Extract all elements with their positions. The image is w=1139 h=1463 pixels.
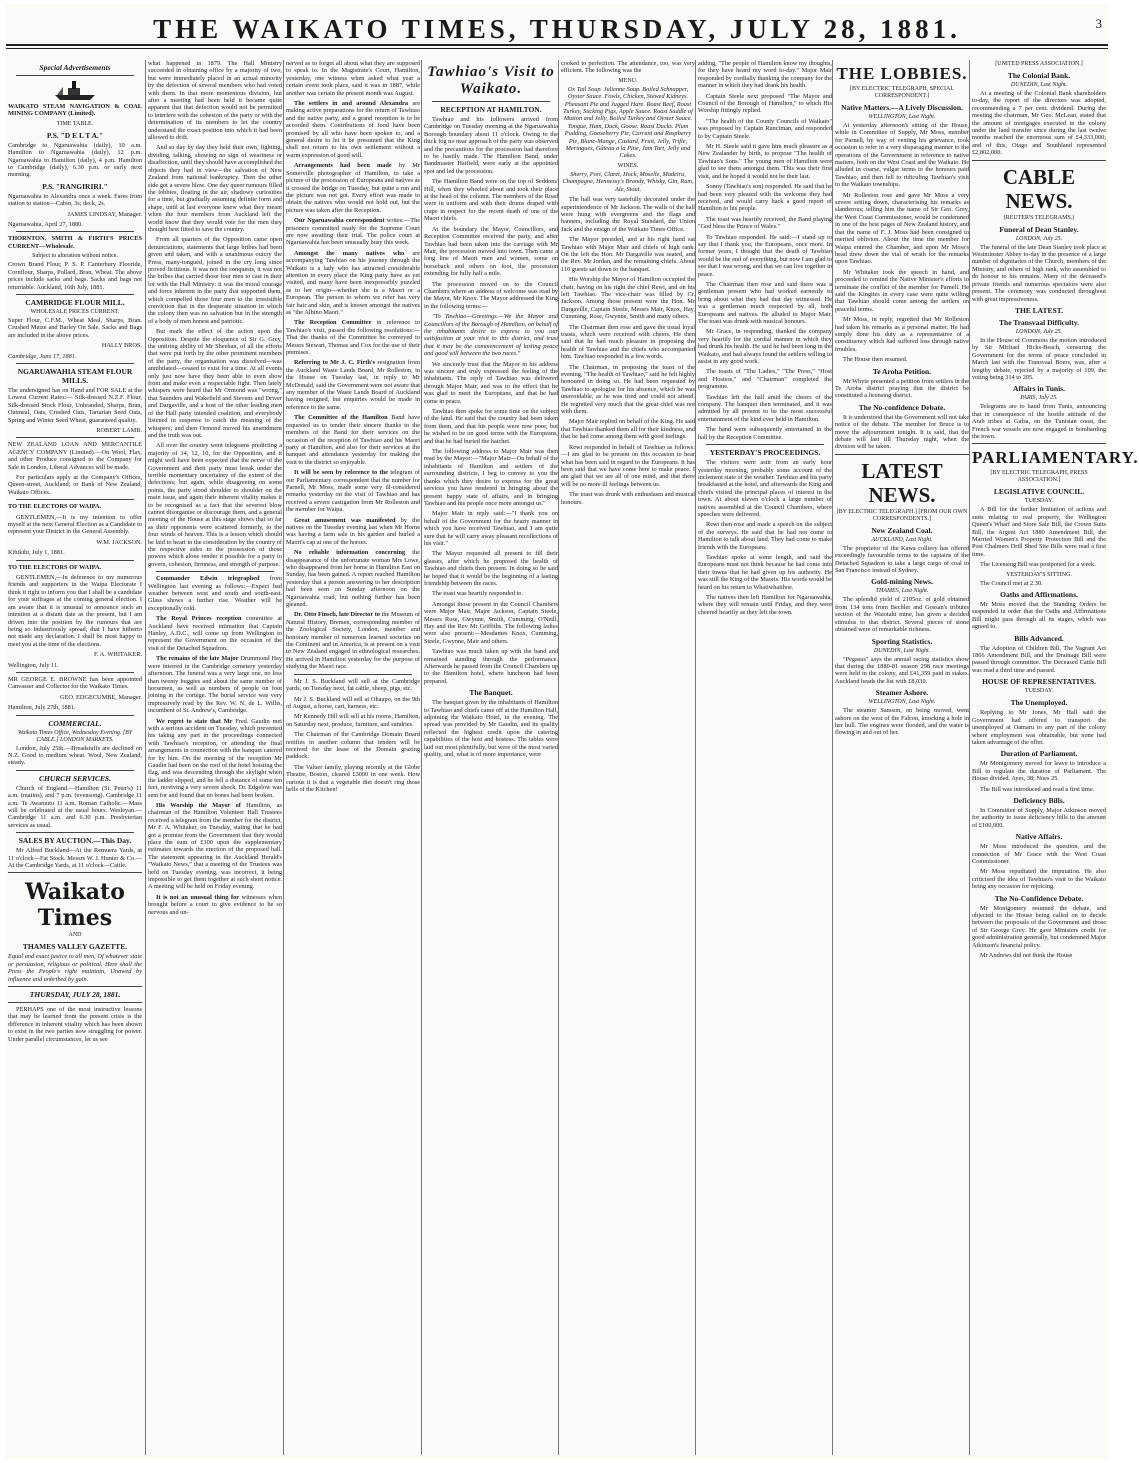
divider (8, 872, 142, 873)
article-subheading: Native Affairs. (1015, 832, 1063, 842)
article-subheading: The Transvaal Difficulty. (999, 317, 1079, 327)
divider (16, 75, 134, 76)
item-text: Mr Kennedy Hill will sell at his rooms, Hamilton, on Saturday next, produce, furniture, and sundries. (286, 713, 420, 728)
article-subheading: Affairs in Tunis. (1013, 384, 1065, 394)
item-heading: The settlers in and around Alexandra (294, 100, 409, 108)
ad-place: Ngaruawahia, April 27, 1880. (8, 221, 83, 229)
item-heading: The Royal Princes reception (156, 615, 242, 623)
ad-subheading: Subject to alteration without notice. (32, 253, 118, 260)
paper-motto: Equal and exact justice to all men, Of whatever state or persuasion, religious or political. Here shall the Press the People's right maintain, Unawed by influence and unbribed by gain. (8, 953, 142, 983)
article-text: In the House of Commons the motion introduced by Sir Michael Hicks-Beach, censuring the Government for the terms of peace concluded in March last with the Transvaal Boers, was, after a lengthy debate, rejected by a majority of 109, the voting being 314 to 205. (972, 336, 1106, 381)
ad-text: GENTLEMEN,—It is my intention to offer myself at the next General Election as a Candidate to represent your District in the General Assembly. (8, 513, 142, 536)
section-subheading: [BY ELECTRIC TELEGRAPH, SPECIAL CORRESPONDENT.] (849, 86, 954, 99)
ad-place: Hamilton, July 27th, 1881. (8, 704, 76, 712)
article-text: Mr Alfred Buckland—At the Remuera Yards, at 11 o'clock—Fat Stock. Messrs W. J. Hunter & Co.—At the Cambridge Yards, at 11 o'clock—Cattle. (8, 847, 142, 870)
ad-subheading: WHOLESALE PRICES CURRENT. (30, 308, 120, 315)
article-text: Mr Moss repudiated the imputation. He also criticised the idea of Tawhiao's visit to the Waikato being any occasion for rejoicing. (972, 868, 1106, 891)
divider (706, 444, 824, 445)
divider (16, 770, 134, 771)
article-subheading: Steamer Ashore. (875, 688, 929, 698)
divider (16, 363, 134, 364)
divider (16, 672, 134, 673)
article-text: Mr Whyte presented a petition from settlers in the Te Aroha district praying that the district be constituted a licensing district. (835, 377, 969, 400)
article-text: Rewi responded in behalf of Tawhiao as follows:—I am glad to be present on this occasion to hear what has been said in regard to the Europeans. It has been said that we have come here to make peace. I am glad that we are all of one mind, and that there will be no more ill feelings between us. (561, 443, 695, 488)
article-text: To Tawhiao responded. He said:—I stand up to say that I thank you, the Europeans, once more. In former years, I thought that the death of Tawhiao would be the end of everything, but now I am glad to see that I was wrong, and that we can live together in peace. (698, 233, 832, 278)
item-heading: The Reception Committee (294, 319, 372, 327)
article-text: "The health of the County Councils of Waikato" was proposed by Captain Runciman, and responded to by Captain Steele. (698, 117, 832, 140)
divider (16, 832, 134, 833)
item-text: by the natives on the Tuesday evening last when Mr Horne was having a farm sale in his garden and hurled a Maori's cap at one of the horses. (286, 516, 420, 546)
column-rule (283, 60, 284, 1455)
article-text: Sonny (Tawhiao's son) responded. He said that he had been very pleased with the welcome they had received, and would carry back a good report of Hamilton to his people. (698, 183, 832, 213)
item-text: Fred. Gaudin met with a serious accident on Tuesday, which prevented his taking any part in the proceedings connected with Tawhiao's reception, or attending the final arrangements in connection with the banquet catered for by him. On the morning of the reception Mr Gaudin had been on the roof of the hotel hoisting the flag, and was descending through the skylight when the ladder slipped, and he fell a distance of some ten feet, receiving a very severe shock. Dr. Edgelow was sent for and found that no bones had been broken. (148, 717, 283, 799)
ad-signature: JAMES LINDSAY, Manager. (67, 210, 142, 218)
item-text: from Wellington last evening as follows:—Expect bad weather between west and south and south-east. Glass shows a further rise. Weather will be exceptionally cold. (148, 575, 282, 612)
column-rule (558, 60, 559, 1455)
article-text: Mr Andrews did not think the House (980, 952, 1073, 960)
article-text: Mr Moss moved that the Standing Orders be suspended in order that the Oaths and Affirmations Bill might pass through all its stages, which was agreed to. (972, 601, 1106, 631)
ad-subheading: TIME TABLE. (56, 120, 94, 127)
article-text: Church of England.—Hamilton (St. Peter's) 11 a.m. (matins), and 7 p.m. (evensong). Cambridge 11 a.m. Te Awamutu 11 a.m. Roman Catholic.—Mass will be celebrated at the usual hours. Wesleyan.—Cambridge 11 a.m. and 6.30 p.m. Presbyterian services as usual. (8, 784, 142, 829)
column-rule (421, 60, 422, 1455)
column-1 (8, 60, 142, 1455)
masthead-title: THE WAIKATO TIMES, THURSDAY, JULY 28, 1881. (153, 13, 961, 44)
section-heading: COMMERCIAL. (48, 718, 102, 728)
article-subheading: Sporting Statistics. (871, 636, 933, 646)
article-text: It is understood that the Government will not take notice of the debate. The member for Bruce is to move the adjournment tonight. It is said, that the debate will last till Thursday night, when the division will be taken. (835, 413, 969, 451)
item-heading: It will be seen by reference to the (294, 469, 388, 477)
article-subheading: RECEPTION AT HAMILTON. (440, 105, 542, 114)
article-text: Mr Montgomery resumed the debate, and objected to the House being called on to decide between the proposals of the Government and those of Sir George Grey. He gave Ministers credit for good administration generally, but condemned Major Atkinson's financial policy. (972, 904, 1106, 949)
divider (972, 443, 1106, 444)
section-banner: PARLIAMENTARY. (972, 448, 1139, 468)
paper-gazette: THAMES VALLEY GAZETTE. (22, 942, 128, 952)
ad-place: Cambridge, June 17, 1881. (8, 352, 77, 360)
article-subheading: Funeral of Dean Stanley. (999, 224, 1079, 234)
divider (8, 1002, 142, 1003)
article-subheading: Bills Advanced. (1014, 633, 1064, 643)
editorial-text: But mark the effect of the action upon the Opposition. Despite the eloquence of Sir G. Grey, the untiring ability of Mr Sheehan, of all the efforts that were put forth by the other prominent members of the party, the organisation was dissolved—was annihilated—ceased to exist for a time. At all events only just now have they been able to even show front and make even a respectable fight. Then lately whispers were heard that Mr Ormond was "wrong," that Saunders and Wakefield and Stevens and Driver and Dargaville, and a host of the other leading men of the Hall party intended coalition, and everybody listened in suspense to catch the meaning of the whispers; and then Ormond moved his amendment and the truth was out. (148, 328, 282, 439)
article-text: The funeral of the late Dean Stanley took place at Westminster Abbey to-day in the presence of a large number of dignitaries of the Church, members of the Ministry, and others of high rank, who assembled to do honour to his remains. Many of the deceased's private friends and numerous spectators were also present. The ceremony was conducted throughout with great impressiveness. (972, 243, 1106, 303)
article-text: The splendid yield of 2105oz. of gold obtained from 134 tons from Bechler and Gossan's tributes section of the Waiotahi mine, has given a decided stimulus to that district. Several pieces of stone obtained were of remarkable richness. (835, 596, 969, 634)
section-heading: THE LATEST. (1014, 305, 1064, 315)
editorial-text: what happened in 1879. The Hall Ministry succeeded in obtaining office by a majority of two, but were immediately placed in an actual minority by the defection of several members who had voted with them. In that more momentous division, but after a meeting had been held it became quite apparent that that defection would not be permitted to interfere with the cohesion of the party or with the determination of its members to let the country understand the exact position into which it had been allowed to drift. (148, 60, 282, 142)
article-subheading: The No-Confidence Debate. (994, 893, 1084, 903)
article-text: At yesterday afternoon's sitting of the House, while in Committee of Supply, Mr Moss, member for Parnell, by way of venting his grievance, took occasion to refer in a very disparaging manner to the operations of the Government in reference to native matters, both on the West Coast and the Waikato. He alluded in coarse, vulgar terms to the honours paid Tawhiao, and then fell to ridiculing Tawhiao's visit to the Waikato townships. (835, 122, 969, 189)
column-8 (972, 60, 1139, 1455)
menu-text: Ox Tail Soup. Julienne Soup. Boiled Schnapper, Oyster Sauce. Fowls, Chicken, Stewed Kidneys. Pheasant Pie and Jugged Hare. Roast Beef, Roast Turkey, Sucking Pigs, Apple Sauce. Roast Saddle of Mutton and Jelly, Boiled Turkey and Oyster Sauce. Tongue, Ham, Duck, Goose. Roast Ducks. Plum Pudding, Gooseberry Pie, Currant and Raspberry Pie, Blanc-Mange, Custard, Fruit, Jelly, Trifle, Meringues, Gâteau a la Pine, Jam Tart, Jelly and Cakes. (563, 85, 693, 160)
item-text: the disappearance of the unfortunate woman Mrs Lowe, who disappeared from her home in Hamilton East on Sunday, has been gained. A report reached Hamilton yesterday that a person answering to her description had been seen on Sunday afternoon on the Ngaruawahia road, but nothing further has been gleaned. (286, 549, 420, 609)
wines-text: Sherry, Port, Claret, Hock, Moselle, Madeira, Champagne, Hennessy's Brandy, Whisky, Gin, Rum, Ale, Stout. (562, 170, 694, 193)
item-heading: It is not an unusual thing for (156, 893, 240, 901)
ad-text: Ngaruawahia to Alexandra once a week. Fares from station to station—Cabin, 3s; deck, 2s. (8, 192, 142, 208)
article-text: "To Tawhiao—Greetings.—We the Mayor and Councillors of the Borough of Hamilton, on behalf of the inhabitants desire to express to you our satisfaction at your visit to this district, and trust that it may be the commencement of lasting peace and good will between the two races." (424, 313, 558, 358)
ad-heading: THORNTON, SMITH & FIRTH'S PRICES CURRENT—Wholesale. (8, 235, 142, 250)
article-text: The Chairman, in proposing the toast of the evening, "The health of Tawhiao," said he felt highly honoured in doing so. He had been requested by Tawhiao to apologise for his absence, which he was unavoidable, as he was tired and could not attend. He regretted very much that the great chief was not with them. (561, 363, 695, 416)
article-text: London, July 25th.—Breadstuffs are declined on N.Z. Good to medium wheat. Wool, New Zealand, steady. (8, 744, 142, 767)
article-place: WELLINGTON, Last Night. (868, 114, 936, 120)
item-text: The Valuer family, playing recently at the Globe Theatre, Boston, cleared £3000 in one week. How curious it is that a vegetable diet doesn't ring those bells of the Kitchen! (286, 763, 420, 793)
column-3 (286, 60, 420, 1455)
article-text: Mr Grace, in responding, thanked the company very heartily for the cordial manner in which they had drunk his health. He said he had been long in the Waikato, and had always found the settlers willing to assist in any good work. (698, 328, 832, 366)
item-heading: Great amusement was manifested (294, 516, 396, 524)
column-5 (561, 60, 695, 1455)
ad-text: Crown Brand Flour, P. S. P. Canterbury Flooride, Cornflour, Sharps, Pollard, Bran, Wheat. The above prices include sacks and bags. Sacks and bags not returnable. Auckland, 16th July, 1881. (8, 261, 142, 291)
item-heading: No reliable information concerning (294, 549, 406, 557)
article-text: Replying to Mr Jones, Mr Hall said the Government had offered to transport the unemployed at Oamaru to any part of the colony where employment was obtainable, but none had taken advantage of the offer. (972, 709, 1106, 746)
item-text: are accompanying Tawhiao on his journey through the Waikato is a lady who has attracted considerable attention in every place the King party have as yet visited, and many have been inexpressibly puzzled as to her origin—whether she is a Maori or a European. The person to whom we refer has very fair hair and skin, and is known amongst the natives as "the Albino Maori." (286, 249, 421, 316)
article-place: DUNEDIN, Last Night. (1010, 82, 1068, 88)
article-subheading: Duration of Parliament. (1000, 749, 1078, 759)
ad-heading: CAMBRIDGE FLOUR MILL. (25, 297, 125, 307)
divider (16, 294, 134, 295)
item-text: The Chairman of the Cambridge Domain Board notifies in another column that tenders will be received for the lease of the Domain grazing paddock. (286, 731, 420, 761)
ad-signature: GEO. EDGECUMBE, Manager. (59, 693, 142, 701)
ad-text: Super Flour, C.F.M., Wheat Meal, Sharps, Bran. Crushed Maize and Barley On Sale. Sacks and Bags are included in the above prices. (8, 316, 142, 339)
divider (16, 560, 134, 561)
ad-signature: HALLY BROS. (101, 342, 142, 350)
article-text: His Worship the Mayor of Hamilton occupied the chair, having on his right the chief Rewi, and on his left Tawhiao. The vice-chair was filled by Cr. Jackson. Among those present were the Hon. Mr Dargaville, Captain Steele, Messrs Mair, Knox, Hay, Cumming, Rose, Gwynne, Smith and many others. (561, 276, 695, 321)
masthead (6, 4, 1108, 54)
paper-and: AND (68, 932, 82, 939)
article-text: The banquet given by the inhabitants of Hamilton to Tawhiao and chiefs came off at the Hamilton Hall, adjoining the Waikato Hotel, in the evening. The spread was provided by Mr Gaudin, and its quality reflected the highest credit upon the catering capabilities of the host and hostess. The tables were laid out most plentifully, but were of the most varied quality, and, what is of more importance, were (424, 699, 558, 759)
article-text: At a meeting of the Colonial Bank shareholders to-day, the report of the directors was adopted, recommending a 7 per cent. dividend. During the meeting the chairman, Mr Geo. McLean, stated that the amount of mortgages executed in the colony under the land transfer since during the last twelve months reached the enormous sum of £4,333,000; and of this, Otago and Southland represented £2,802,000. (972, 90, 1106, 157)
article-text: Tawhiao was much taken up with the band and remained standing through the performance. Afterwards he passed from the Council Chambers up to the Hamilton hotel, where luncheon had been prepared. (424, 648, 558, 685)
article-text: Mr Rolleston rose and gave Mr Moss a very severe setting down, characterising his remarks as slanderous; telling him the name of Sir Geo. Grey, the West Coast Commissioner, would be condemned in one of the best pages of New Zealand history, and that the name of F. J. Moss had been consigned to merited oblivion. About the time the member for Waipa entered the Chamber, and upon Mr Moss's head drew down the vial of wrath for the remarks upon Tawhiao. (835, 191, 969, 266)
masthead-rule-thin (6, 48, 1108, 49)
section-day: TUESDAY. (1024, 498, 1054, 505)
article-text: The steamer Samson, on being moved, went ashore on the west of the Falcon, knocking a hole in her hull. The engines were flooded, and the water is flowing in and out of her. (835, 707, 969, 737)
article-text: Tawhiao and his followers arrived from Cambridge on Tuesday morning at the Ngaruawahia Borough boundary about 11 o'clock. Owing to the thick fog no near approach of the party was observed and the precautions for the procession had therefore to be hastily made. The Hamilton Band, under Bandmaster Hatfield, were early at the appointed spot and led the procession. (424, 116, 558, 175)
section-heading: Special Advertisements (39, 63, 111, 72)
article-text: The Adoption of Children Bill, The Vagrant Act 1866 Amendment Bill, and the Drainage Bill were passed through committee. The Deceased Cattle Bill was read a third time and passed. (972, 644, 1106, 674)
column-rule (832, 60, 833, 1455)
article-subheading: The Colonial Bank. (1007, 71, 1071, 80)
article-subheading: Deficiency Bills. (1013, 795, 1065, 805)
article-place: LONDON, July 25. (1015, 235, 1063, 242)
editorial-text: PERHAPS one of the most instructive lessons that may be learned from the present crisis is the difference in inherent vitality which has been shown to exist in the two parties now struggling for power. Under parallel circumstances, let us see (8, 1006, 142, 1043)
item-text: committee at Auckland have received intimation that Captain Hanley, A.D.C., will come up from Wellington to represent the Government on the occasion of the visit of the Detached Squadron. (148, 615, 283, 652)
divider (16, 499, 134, 500)
item-heading: Our Ngaruawahia correspondent (294, 217, 385, 225)
ad-steam-company: WAIKATO STEAM NAVIGATION & COAL MINING COMPANY (Limited). (8, 103, 142, 118)
item-heading: Referring to Mr J. C. Firth's (294, 359, 376, 367)
article-text: Mr Moss introduced the question, and the connection of Mr Grace with the West Coast Commissioner. (972, 843, 1106, 865)
article-text: In Committee of Supply, Major Atkinson moved for authority to issue deficiency bills to the amount of £100,000. (972, 806, 1106, 829)
article-text: Tawhiao then spoke for some time on the subject of the land. He said that the country had been taken from them, and that his people were now poor, but he wished to be on good terms with the Europeans, and that he had buried the hatchet. (424, 408, 558, 445)
article-text: cooked to perfection. The attendance, too, was very efficient. The following was the (561, 60, 695, 75)
article-text: Telegrams are to hand from Tunis, announcing that in consequence of the hostile attitude of the Arab tribes at Gafsa, on the Tunisian coast, the French war vessels are now engaged in bombarding the town. (972, 403, 1106, 440)
item-text: are making active preparations for the return of Tawhiao and the native party, and a grand reception is to be accorded them. Contributions of food have been promised by all who have been spoken to, and a general desire to let it be presumed that the King shall not return to his own settlement without a warm expression of good will. (286, 100, 420, 159)
page-number: 3 (1095, 16, 1102, 31)
item-heading: His Worship the Mayor of (156, 802, 241, 809)
section-day: TUESDAY. (1024, 688, 1054, 695)
article-subheading: YESTERDAY'S PROCEEDINGS. (709, 448, 821, 458)
column-2 (148, 60, 282, 1455)
divider (8, 986, 142, 987)
article-subheading: Native Matters.—A Lively Discussion. (841, 103, 963, 112)
item-text: by Mr Somerville photographer of Hamilton, to take a picture of the procession of Europeans and natives as it crossed the bridge on Tuesday, but quite a run and the picture was not got. Every effort was made to obtain the natives who would not hold out, but the picture was taken after the Reception. (286, 162, 420, 214)
item-text: in reference to Tawhiao's visit, passed the following resolutions:—That the thanks of the Committee be conveyed to Messrs Stewart, Thomas and Cox for the use of their premises. (286, 319, 421, 357)
article-subheading: Gold-mining News. (871, 577, 933, 587)
section-subheading: Waikato Times Office, Wednesday Evening. [BY CABLE.] LONDON MARKETS. (17, 729, 133, 743)
ad-signature: W.M. JACKSON. (96, 538, 142, 546)
column-rule (695, 60, 696, 1455)
column-7 (835, 60, 969, 1455)
item-text: Mr J. S. Buckland will sell at the Cambridge yards, on Tuesday next, fat cattle, sheep, pigs, etc. (286, 677, 420, 693)
item-text: the Museum of Natural History, Bremen, corresponding member of the Zoological Society, London, member and honorary member of numerous learned societies on the Continent and in America, is at present on a visit to New Zealand engaged in ethnological researches. He arrived in Hamilton yesterday for the purpose of studying the Maori race. (286, 611, 420, 671)
divider (432, 101, 550, 102)
item-text: nerved as to forget all about what they are supposed to speak to. In the Magistrate's Court, Hamilton, yesterday, one witness when asked what year a certain event took place, said it was in 1887, while another was certain the present month was August. (286, 60, 420, 97)
article-place: DUNEDIN, Last Night. (873, 647, 931, 654)
article-text: Tawhiao left the hall amid the cheers of the company. The banquet then terminated, and it was admitted by all present to be the most successful entertainment of the kind ever held in Hamilton. (698, 393, 832, 423)
section-heading: LEGISLATIVE COUNCIL. (993, 487, 1085, 497)
editorial-text: From all quarters of the Opposition came open denunciations, statements that large bribes had been given and taken, and with a unanimous outcry the Press, many-tongued, joined in the cry long since proved fictitious. It was not the conquests, it was not the bribes that carried those four men to cast in their lot with the Hall Ministry: it was the moral courage and force inherent in the party that supported them, which compelled those four men to the irresistible conviction that in the desperate situation in which the colony then was no salvation but in the strength of a body of men honest and patriotic. (148, 236, 282, 325)
article-text: The Bill was introduced and read a first time. (980, 785, 1095, 793)
article-text: The Hamilton Band were on the top of Seddons' Hill, when they wheeled about and took their place at the head of the column. The members of the Road were in uniform and with their drums draped with crape in respect for the recent death of one of the Maori chiefs. (424, 178, 558, 223)
article-text: The House then resumed. (843, 356, 908, 364)
article-text: "Pegasus" says the annual racing statistics show that during the 1880-81 season 298 race meetings were held in the colony, and £41,359 paid in stakes. Auckland heads the list with £8,030. (835, 655, 969, 685)
ad-text: MR GEORGE E. BROWNE has been appointed Canvasser and Collector for the Waikato Times. (8, 675, 142, 691)
article-text: Mr H. Steele said it gave him much pleasure as a New Zealander by birth, to propose "The health of Tawhiao's Sons." The young men of Hamilton were glad to see them amongst them. This was their first visit, and he hoped it would not be their last. (698, 143, 832, 180)
ad-heading: P.S. "D E L T A." (46, 130, 104, 140)
article-text: The Mayor presided, and at his right hand sat Tawhiao with Major Mair and chiefs of high rank. On the left the Hon. Mr Dargaville was seated, and the Rev. Mr Jordan, and the remaining chiefs. About 110 guests sat down to the banquet. (561, 236, 695, 273)
article-text: The hall was very tastefully decorated under the superintendence of Mr Jackson. The walls of the hall were hung with evergreens and the flags and banners, including the Royal Standard, the Union Jack and the ensign of the Waikato Times Office. (561, 196, 695, 233)
divider (16, 715, 134, 716)
ad-heading: P.S. "RANGIRIRI." (42, 181, 108, 191)
column-rule (969, 60, 970, 1455)
article-place: LONDON, July 25. (1015, 328, 1063, 335)
item-heading: Arrangements had been made (294, 162, 392, 170)
column-4 (424, 60, 558, 1455)
section-heading: HOUSE OF REPRESENTATIVES. (982, 677, 1096, 687)
section-heading: CHURCH SERVICES. (39, 773, 111, 783)
article-text: The visitors were astir from an early hour yesterday morning, probably some account of the inclement state of the weather. Tawhiao and his party breakfasted at the hotel, and afterwards the King and chiefs visited the principal places of interest in the town. At about eleven o'clock a large number of natives assembled at the Council Chambers, where speeches were delivered. (698, 459, 832, 518)
masthead-rule (6, 44, 1108, 46)
article-text: The toasts of "The Ladies," "The Press," "Host and Hostess," and "Chairman" completed the programme. (698, 368, 832, 391)
article-subheading: Te Aroha Petition. (872, 366, 932, 376)
ad-place: Kihikihi, July 1, 1881. (8, 549, 65, 557)
item-heading: Amongst the many natives who (294, 249, 405, 257)
article-text: Mr Whitaker took the speech in hand, and proceeded to remind the Native Minister's efforts to terminate the conflict of the member for Parnell. He said the Kingites in every case were quite willing that Tawhiao should come among the settlers on peaceful terms. (835, 268, 969, 313)
editorial-text: And so day by day they held their own, fighting, dividing, talking, showing no sign of weariness or disaffection, until they should have accomplished the objects they had in view—the salvation of New Zealand from national bankruptcy. Then the other side got a severe blow. One day queer rumours filled the lobbies, floating in the air, shadowy curiosities for a time, but gradually assuming definite form and shape, until at last everyone knew what they meant when the four members from Auckland left the world know that they would vote for the men they thought best fitted to save the country. (148, 144, 283, 233)
article-text: We sincerely trust that the Mayor in his address was sincere and truly expressed the feeling of the inhabitants. The reply of Tawhiao was delivered through Major Mair, and was to the effect that he was glad to meet the Europeans, and that he had come in peace. (424, 360, 558, 405)
ad-text: NEW ZEALAND LOAN AND MERCANTILE AGENCY COMPANY (Limited).—On Wool, Flax, and other Produce consigned to the Company for Sale in London, Liberal Advances will be made. (8, 441, 142, 471)
item-heading: Commander Edwin telegraphed (156, 575, 260, 583)
steamship-icon (53, 79, 97, 101)
column-rule (145, 60, 146, 1455)
article-text: Tawhiao spoke at some length, and said the Europeans must not think because he had come into their towns that he had given up his authority. He was still the King of the Maoris. His words would be heard on his return to Whatiwhatihoe. (698, 553, 832, 591)
ad-text: Cambridge to Ngaruawahia (daily), 10 a.m. Hamilton to Ngaruawahia (daily), 12 p.m. Ngaruawahia to Hamilton (daily), 4 p.m. Hamilton to Cambridge (daily), 6.30 p.m. or early next morning. (8, 141, 142, 179)
section-subheading: [BY ELECTRIC TELEGRAPH, PRESS ASSOCIATION.] (990, 470, 1088, 484)
section-banner: THE LOBBIES. (836, 64, 968, 83)
divider (16, 437, 134, 438)
item-heading: The remains of the late Major (156, 655, 239, 663)
article-text: Mr Montgomery moved for leave to introduce a Bill to regulate the duration of Parliament. The House divided. Ayes, 38; Noes 25. (972, 760, 1106, 783)
article-text: Major Mair in reply said:—"I thank you on behalf of the Government for the hearty manner in which you have received Tawhiao, and I am quite sure that he will carry away pleasant recollections of his visit." (424, 510, 558, 547)
item-text: resignation from the Auckland Waste Lands Board, Mr Rolleston, in the House on Tuesday last, in reply to Mr McDonald, said the Government were not aware that any member of the Waste Lands Board of Auckland having resigned, but enquiries would be made in reference to the same. (286, 359, 421, 411)
item-text: Band have requested us to tender their sincere thanks to the members of the Band for their services on the occasion of the reception of Tawhiao and his Maori party at Hamilton, and also for their services at the banquet and attendance yesterday for making the visit to the district so enjoyable. (286, 414, 420, 466)
article-text: The Chairman then rose and gave the usual loyal toasts, which were received with cheers. He then said that he had much pleasure in proposing the health of Tawhiao and the chiefs who accompanied him. Tawhiao responded in a few words. (561, 323, 695, 361)
article-text: The Mayor requested all present to fill their glasses, after which he proposed the health of Tawhiao and chiefs then present. In doing so he said he hoped that it would be the beginning of a lasting friendship between the races. (424, 550, 558, 587)
divider (16, 231, 134, 232)
article-place: PARIS, July 25. (1020, 395, 1058, 402)
article-headline: Tawhiao's Visit to Waikato. (427, 64, 555, 97)
article-subheading: The Banquet. (469, 688, 513, 698)
editorial-text: All over the country went telegrams predicting a majority of 14, 12, 10, for the Opposition, and it might well have been expected that the nerve of the Government and their party must break under the terrible momentary uncertainty of the extent of the defections; but again, while disagreeing on some points, the party stood shoulder to shoulder on the main issue, and again their inherent vitality makes it to be recognised as a fact that the severest blow cannot disorganise or discourage them, and a general meeting of the House at this stage shows that so far as their opponents were scattered formerly, to the four winds of heaven. This is a lesson which should be laid to heart in the consideration by the country of the respective sides to the possession of those powers which alone render it possible for a party to govern, cohesion, firmness, and strength of purpose. (148, 442, 282, 568)
divider (835, 454, 969, 455)
article-subheading: The No-confidence Debate. (858, 402, 946, 412)
item-text: Drummond Hay were interred in the Cambridge cemetery yesterday afternoon. The funeral was a very large one, no less than twenty buggies and about the same number of horsemen, as well as numbers of people on foot joining in the cortège. The burial service was very impressively read by the Rev. W. N. de L. Willis, incumbent of St. Andrew's, Cambridge. (148, 655, 282, 715)
article-text: At the boundary the Mayor, Councillors, and Reception Committee received the party, and after Tawhiao had been taken into the carriage with Mr Mair, the procession moved into town. Then came a long line of Maori men and women, some on horseback and others on foot, the procession extending for fully half a mile. (424, 225, 558, 278)
article-text: The proprietor of the Kawa colliery has offered exceedingly favourable terms to the captains of the Detached Squadron to take a large cargo of coal to San Francisco instead of Sydney. (835, 544, 969, 575)
article-text: The band were subsequently entertained in the hall by the Reception Committee. (698, 426, 832, 441)
item-text: telegram of our Parliamentary correspondent that the number for Parnell, Mr Moss, made some very ill-considered remarks yesterday on the visit of Tawhiao and has received a severe castigation from Mr Rolleston and the member for Waipa. (286, 469, 420, 514)
ad-text: For particulars apply at the Company's Offices, Queen-street, Auckland; or Bank of New Zealand, Waikato Offices. (8, 474, 142, 496)
section-subheading: (REUTER'S TELEGRAMS.) (1003, 214, 1075, 221)
divider (294, 674, 412, 675)
newspaper-page (6, 4, 1139, 1459)
item-text: witnesses when brought before a court to give evidence to be so nervous and un- (148, 893, 282, 916)
divider (156, 571, 274, 572)
article-place: AUCKLAND, Last Night. (871, 536, 933, 543)
article-text: Mr Moss, in reply, regretted that Mr Rolleston had taken his remarks as a personal matter. He had simply done his duty as a representative of a constituency which had suffered loss through native troubles. (835, 316, 969, 353)
article-text: Amongst those present in the Council Chambers were Major Mair, Major Jackson, Captain Steele, Messrs Rose, Gwynne, Smith, Cumming, O'Neill, Hay and the Rev Mr Griffiths. The following ladies were also present:—Mesdames Knox, Cumming, Steele, Gwynne, Mair and others. (424, 600, 558, 645)
article-subheading: New Zealand Coal. (871, 525, 933, 535)
ad-text: GENTLEMEN,—In deference to my numerous friends and supporters in the Waipa Electorate I think it right to inform you that I shall be a candidate for your suffrages at the coming general election. I am aware that it is unusual to announce such an intention at a distant date as the present, but I am driven into the position by the rumours that are being so industriously spread, that I have hitherto not made any declaration. I shall be most happy to meet you at the time of the elections. (8, 574, 142, 648)
article-text: Major Mair replied on behalf of the King. He said that Tawhiao thanked them all for their kindness, and that he had come among them with good feelings. (561, 418, 695, 441)
article-text: The toast was heartily received, the Band playing "God bless the Prince of Wales." (698, 215, 832, 231)
divider (972, 160, 1106, 161)
ad-text: The undersigned has on Hand and FOR SALE at the Lowest Current Rates:— Silk-dressed N.Z.F. Flour, Silk-dressed Stock Flour, Unbranded, Sharps, Bran, Oatmeal, Oats, Crushed Oats, Tartarian Seed Oats, Spring and Winter Seed Wheat, guaranteed quality. (8, 386, 142, 424)
ad-signature: F. A. WHITAKER. (93, 651, 142, 659)
article-text: The natives then left Hamilton for Ngaruawahia, where they will remain until Friday, and they were cheered heartily as they left the town. (698, 594, 832, 616)
section-subheading: [BY ELECTRIC TELEGRAPH.] [FROM OUR OWN CORRESPONDENTS.] (836, 508, 968, 522)
item-heading: Dr. Otto Finsch, late Director to (294, 611, 380, 619)
article-text: The toast was drunk with enthusiasm and musical honours. (561, 491, 695, 506)
ad-heading: TO THE ELECTORS OF WAIPA. (8, 563, 102, 571)
item-text: Mr J. S. Buckland will sell at Ohaupo, on the 9th of August, a horse, cart, harness, etc. (286, 695, 420, 710)
article-text: A Bill for the further limitation of actions and suits relating to real property, the Wellington Queen's Wharf and Store Sale Bill, the Crown Suits Bill, the Argent Act 1880 Amendment Bill, the Married Women's Property Protection Bill and the Post Chalmers Drill Shed Site Bills were read a first time. (972, 506, 1106, 558)
article-text: Captain Steele next proposed "The Mayor and Council of the Borough of Hamilton," to which His Worship fittingly replied. (698, 92, 832, 115)
article-text: The procession moved on to the Council Chambers where an address of welcome was read by the Mayor, Mr Knox. The Mayor addressed the King in the following terms:— (424, 280, 558, 310)
dateline: THURSDAY, JULY 28, 1881. (29, 990, 121, 1000)
menu-heading: MENU. (618, 77, 638, 84)
item-text: writes:—The prisoners committed ready for the Supreme Court are now awaiting their trial. The police court at Ngaruawahia has been unusually busy this week. (286, 217, 421, 247)
ad-heading: TO THE ELECTORS OF WAIPA. (8, 503, 102, 511)
article-subheading: The Unemployed. (1010, 698, 1068, 708)
item-heading: The Committee of the Hamilton (294, 414, 388, 422)
paper-name: Waikato Times (25, 879, 125, 932)
item-text: Hamilton, as chairman of the Hamilton Volunteer Hall Trustees received a telegram from the member for the district, Mr F. A. Whitaker, on Tuesday, stating that he had got a promise from the Government that they would place the sum of £100 upon the supplementary estimates towards the erection of the proposed hall. The statement appearing in the Auckland Herald's "Waikato News," that a meeting of the Trustees was held on Tuesday evening, was incorrect, it being impossible to get them together at such short notice. A meeting will be held on Friday evening. (148, 802, 282, 891)
column-6 (698, 60, 832, 1455)
article-text: The following address to Major Mair was then read by the Mayor:—"Major Mair—On behalf of the inhabitants of Hamilton and settlers of the surrounding districts, I beg to convey to you the thanks which they desire to express for the great services you have rendered in bringing about the present happy state of affairs, and in bringing Tawhiao and his people once more amongst us." (424, 448, 558, 507)
article-text: The Licensing Bill was postponed for a week. (980, 561, 1096, 569)
article-place: WELLINGTON, Last Night. (868, 699, 936, 706)
ad-heading: NGARUAWAHIA STEAM FLOUR MILLS. (17, 366, 133, 385)
article-subheading: Oaths and Affirmations. (1000, 590, 1078, 600)
article-place: THAMES, Last Night. (875, 588, 929, 595)
article-text: adding, "The people of Hamilton know my thoughts, for they have heard my word to-day." Major Mair responded by cordially thanking the company for the manner in which they had drank his health. (698, 60, 832, 90)
article-text: Rewi then rose and made a speech on the subject of the surveys. He said that he had not come to Hamilton to talk about land. They had come to make friends with the Europeans. (698, 521, 832, 551)
item-heading: We regret to state that Mr (156, 717, 233, 725)
section-banner: LATEST NEWS. (861, 458, 943, 507)
section-banner: CABLE NEWS. (1002, 164, 1076, 213)
section-subheading: [UNITED PRESS ASSOCIATION.] (995, 61, 1083, 67)
wines-heading: WINES. (617, 162, 639, 169)
article-text: The toast was heartily responded to. (432, 590, 523, 598)
article-text: The Council met at 2.30. (980, 579, 1043, 587)
ad-place: Wellington, July 11. (8, 661, 59, 669)
article-text: The Chairman then rose and said there was a gentleman present who had worked earnestly to bring about what they had that day witnessed. He was a gentleman much respected by all, both Europeans and natives. He alluded to Major Mair. The toast was drunk with musical honours. (698, 280, 832, 325)
ad-signature: ROBERT LAMB. (96, 426, 142, 434)
section-heading: SALES BY AUCTION.—This Day. (18, 836, 132, 846)
section-day: YESTERDAY'S SITTING. (1006, 571, 1072, 578)
